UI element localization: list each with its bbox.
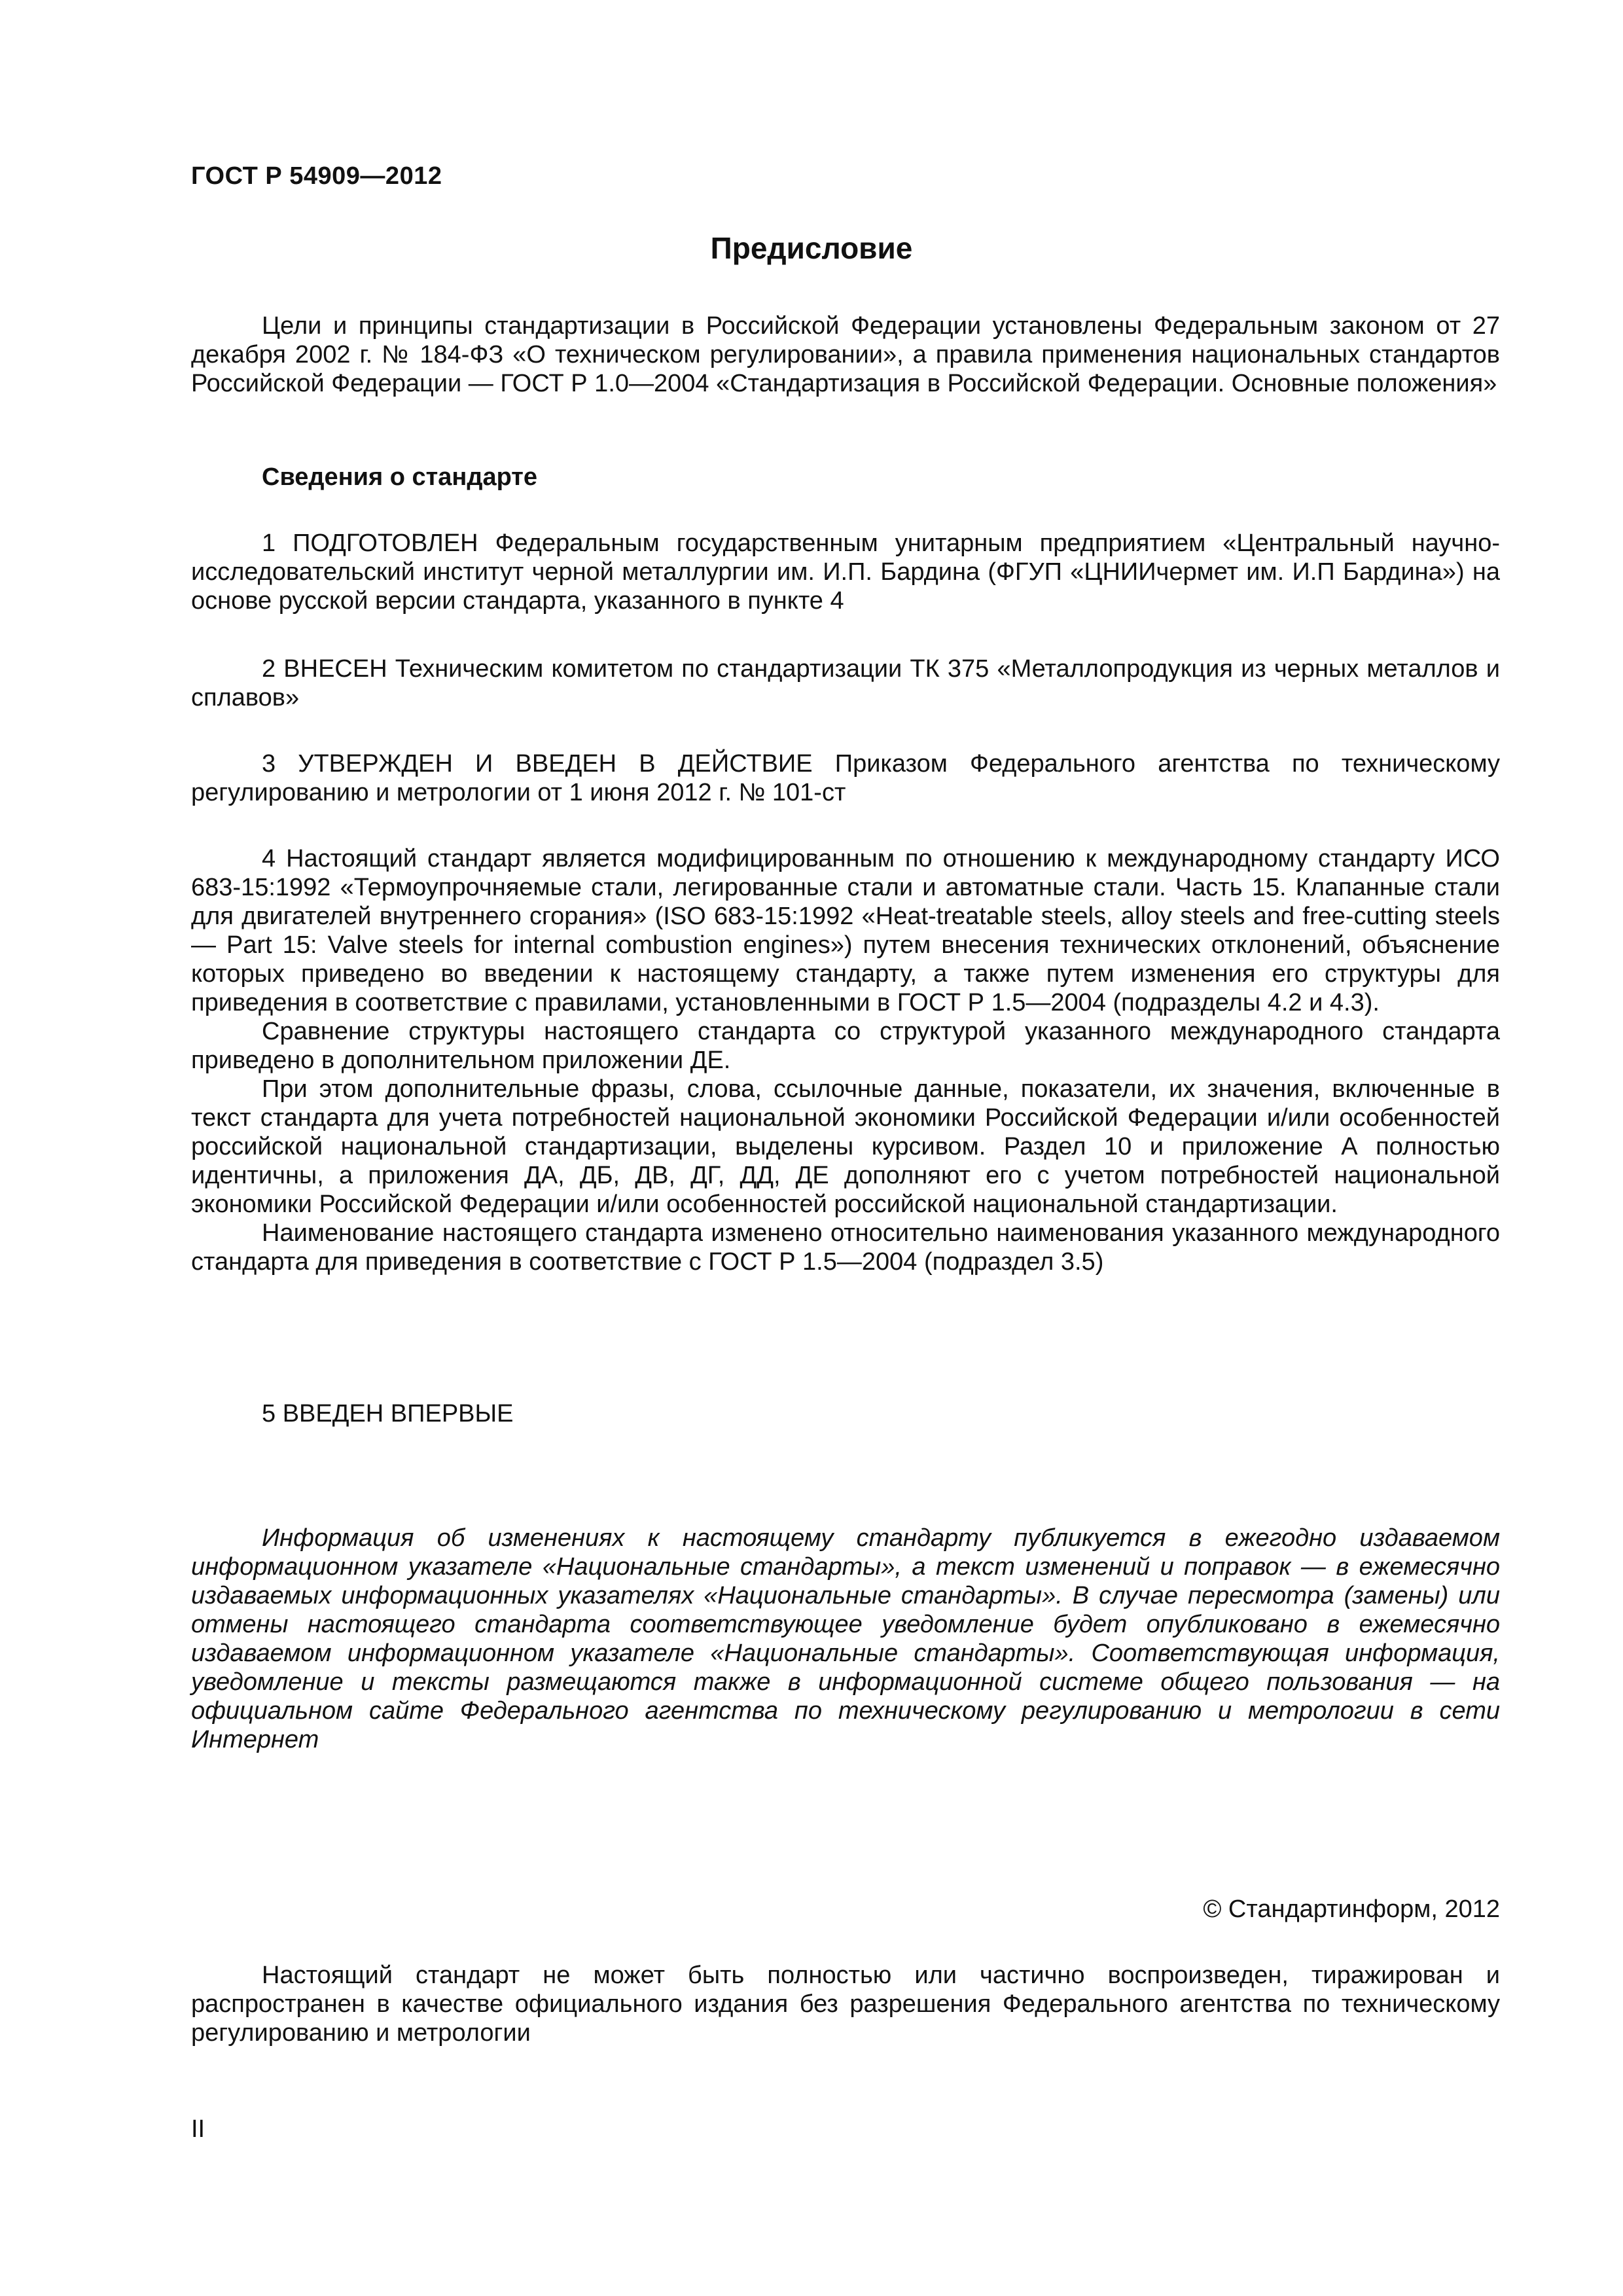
item-4-paragraph: 4 Настоящий стандарт является модифицированным по отношению к международному стандарту ИСО 683-15:1992 «Термоупрочняемые стали, легированные стали и автоматные стали. Часть 15. Клапанные стали для двигателей внутреннего сгорания» (ISO 683-15:1992 «Heat-treatable steels, alloy steels and free-cutting steels — Part 15: Valve steels for internal combustion engines») путем внесения технических отклонений, объяснение которых приведено во введении к настоящему стандарту, а также путем изменения его структуры для приведения в соответствие с правилами, установленными в ГОСТ Р 1.5—2004 (подразделы 4.2 и 4.3). bbox=[191, 845, 1500, 1016]
item-3-paragraph: 3 УТВЕРЖДЕН И ВВЕДЕН В ДЕЙСТВИЕ Приказом Федерального агентства по техническому регулированию и метрологии от 1 июня 2012 г. № 101-ст bbox=[191, 750, 1500, 806]
item-1-block bbox=[191, 529, 1500, 615]
item-4-title-change-paragraph: Наименование настоящего стандарта изменено относительно наименования указанного международного стандарта для приведения в соответствие с ГОСТ Р 1.5—2004 (подраздел 3.5) bbox=[191, 1219, 1500, 1276]
item-4-comparison-paragraph: Сравнение структуры настоящего стандарта со структурой указанного международного стандарта приведено в дополнительном приложении ДЕ. bbox=[191, 1018, 1500, 1074]
reproduction-block bbox=[191, 1961, 1500, 2047]
page-title: Предисловие bbox=[710, 231, 913, 265]
item-1-paragraph: 1 ПОДГОТОВЛЕН Федеральным государственным унитарным предприятием «Центральный научно-исследовательский институт черной металлургии им. И.П. Бардина (ФГУП «ЦНИИчермет им. И.П Бардина») на основе русской версии стандарта, указанного в пункте 4 bbox=[191, 529, 1500, 615]
item-3-block bbox=[191, 749, 1500, 807]
item-2-block bbox=[191, 655, 1500, 712]
copyright-line: © Стандартинформ, 2012 bbox=[1203, 1895, 1500, 1923]
intro-block bbox=[191, 312, 1500, 398]
item-4-block bbox=[191, 844, 1500, 1276]
section-subheading: Сведения о стандарте bbox=[262, 463, 538, 491]
intro-paragraph: Цели и принципы стандартизации в Российской Федерации установлены Федеральным законом от 27 декабря 2002 г. № 184-ФЗ «О техническом регулировании», а правила применения национальных стандартов Российской Федерации — ГОСТ Р 1.0—2004 «Стандартизация в Российской Федерации. Основные положения» bbox=[191, 312, 1500, 397]
document-id: ГОСТ Р 54909—2012 bbox=[191, 162, 442, 190]
item-5-paragraph: 5 ВВЕДЕН ВПЕРВЫЕ bbox=[262, 1400, 514, 1427]
notice-paragraph: Информация об изменениях к настоящему стандарту публикуется в ежегодно издаваемом информационном указателе «Национальные стандарты», а текст изменений и поправок — в ежемесячно издаваемых информационных указателях «Национальные стандарты». В случае пересмотра (замены) или отмены настоящего стандарта соответствующее уведомление будет опубликовано в ежемесячно издаваемом информационном указателе «Национальные стандарты». Соответствующая информация, уведомление и тексты размещаются также в информационной системе общего пользования — на официальном сайте Федерального агентства по техническому регулированию и метрологии в сети Интернет bbox=[191, 1524, 1500, 1753]
item-2-paragraph: 2 ВНЕСЕН Техническим комитетом по стандартизации ТК 375 «Металлопродукция из черных металлов и сплавов» bbox=[191, 655, 1500, 711]
page-number: II bbox=[191, 2115, 205, 2143]
notice-block bbox=[191, 1524, 1500, 1754]
item-4-additions-paragraph: При этом дополнительные фразы, слова, ссылочные данные, показатели, их значения, включенные в текст стандарта для учета потребностей национальной экономики Российской Федерации и/или особенностей российской национальной стандартизации, выделены курсивом. Раздел 10 и приложение А полностью идентичны, а приложения ДА, ДБ, ДВ, ДГ, ДД, ДЕ дополняют его с учетом потребностей национальной экономики Российской Федерации и/или особенностей российской национальной стандартизации. bbox=[191, 1075, 1500, 1218]
reproduction-paragraph: Настоящий стандарт не может быть полностью или частично воспроизведен, тиражирован и распространен в качестве официального издания без разрешения Федерального агентства по техническому регулированию и метрологии bbox=[191, 1962, 1500, 2047]
item-5-block bbox=[191, 1399, 1500, 1428]
